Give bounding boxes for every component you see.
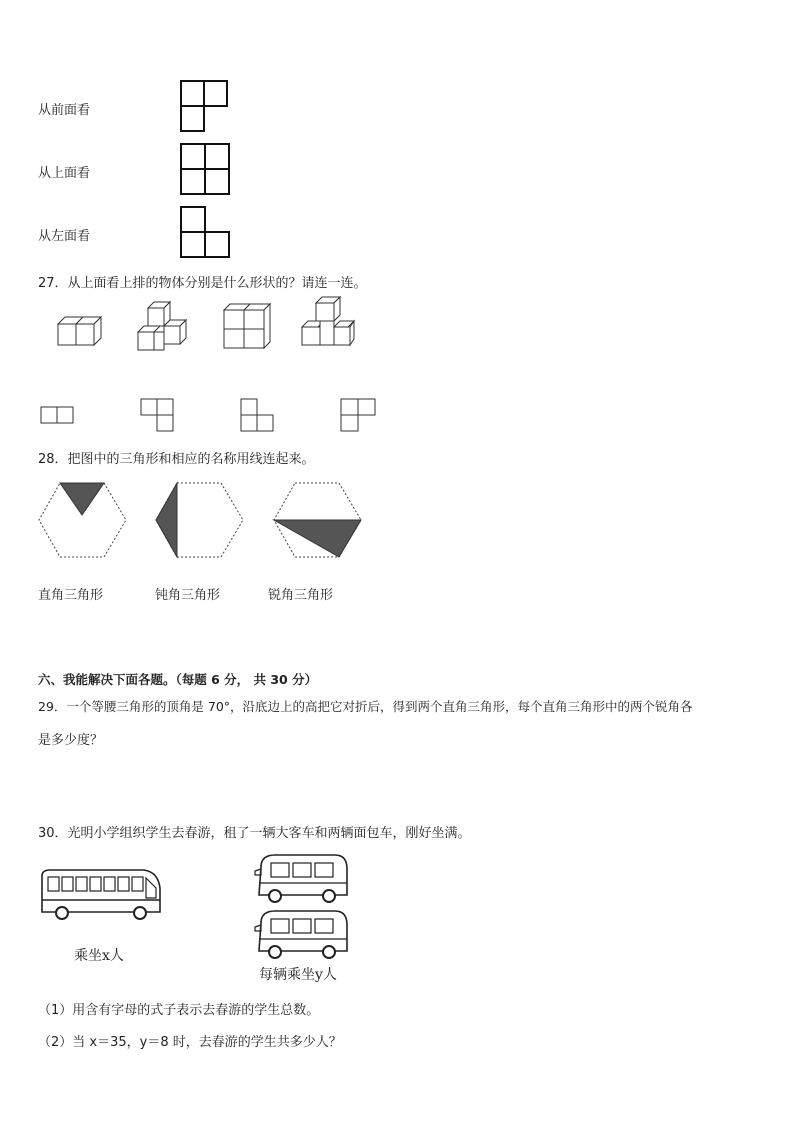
van-caption: 每辆乘坐y人	[259, 967, 337, 983]
view-label-front: 从前面看	[38, 103, 91, 118]
q30-sub2: （2）当 x＝35，y＝8 时，去春游的学生共多少人？	[38, 1035, 342, 1050]
top-shape-1	[40, 406, 76, 426]
q27-text: 27．从上面看上排的物体分别是什么形状的？请连一连。	[38, 276, 367, 291]
cube-group-4	[298, 296, 356, 350]
section-heading: 六、我能解决下面各题。（每题 6 分， 共 30 分）	[38, 672, 318, 687]
top-view-figure	[180, 143, 232, 197]
top-shape-2	[140, 398, 176, 434]
hexagon-acute-triangle	[273, 482, 363, 558]
q30-sub1: （1）用含有字母的式子表示去春游的学生总数。	[38, 1003, 320, 1018]
bus-caption: 乘坐x人	[74, 948, 124, 964]
van-illustration-2	[253, 909, 351, 961]
q28-text: 28．把图中的三角形和相应的名称用线连起来。	[38, 452, 315, 467]
top-shape-3	[240, 398, 276, 434]
q29-line2: 是多少度？	[38, 733, 104, 748]
label-right-triangle: 直角三角形	[38, 588, 104, 603]
view-label-top: 从上面看	[38, 166, 91, 181]
cube-group-2	[134, 300, 190, 354]
van-illustration-1	[253, 853, 351, 905]
bus-illustration	[38, 866, 164, 922]
q29-line1: 29．一个等腰三角形的顶角是 70°，沿底边上的高把它对折后，得到两个直角三角形，每个直角三角形中的两个锐角各	[38, 699, 693, 714]
hexagon-right-triangle	[38, 482, 128, 558]
front-view-figure	[180, 80, 230, 134]
cube-group-1	[55, 311, 105, 351]
view-label-left: 从左面看	[38, 229, 91, 244]
top-shape-4	[340, 398, 378, 434]
hexagon-obtuse-triangle	[155, 482, 245, 558]
left-view-figure	[180, 206, 232, 260]
label-obtuse-triangle: 钝角三角形	[155, 588, 221, 603]
label-acute-triangle: 锐角三角形	[268, 588, 334, 603]
q30-text: 30．光明小学组织学生去春游，租了一辆大客车和两辆面包车，刚好坐满。	[38, 826, 471, 841]
cube-group-3	[220, 302, 272, 350]
